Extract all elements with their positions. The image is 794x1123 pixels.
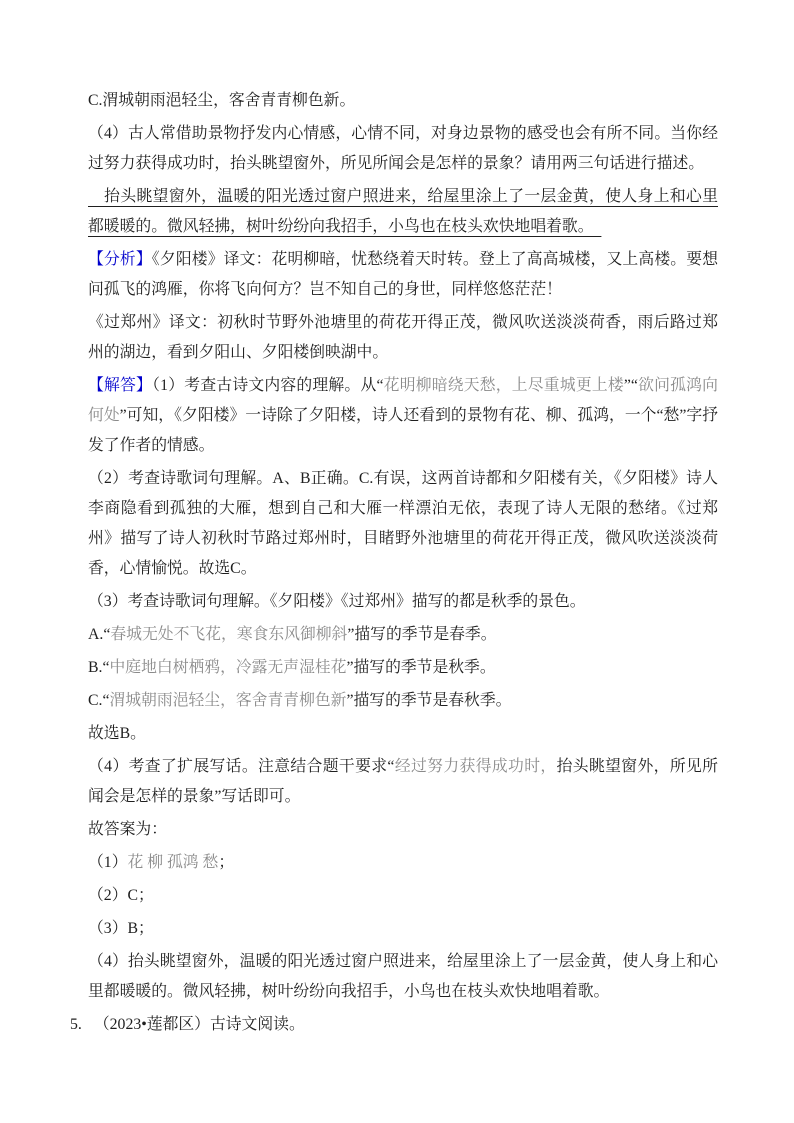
next-question-heading [70,1010,718,1040]
explanation-item-4-post: 抬头眺望窗外，所见所闻会是怎样的景象”写话即可。 [88,758,718,805]
explanation-item-1-pre: （1）考查古诗文内容的理解。从“ [152,377,384,394]
explanation-item-1 [88,371,718,461]
option-b-post: ”描写的季节是秋季。 [346,659,496,676]
final-answer-2-text: （2）C； [88,887,154,904]
final-answer-1 [88,848,718,878]
final-answer-2 [88,881,718,911]
explanation-item-3-option-b [88,653,718,683]
question-4-prompt [88,119,718,179]
analysis-paragraph-2 [88,308,718,368]
explanation-label: 【解答】 [88,377,153,394]
explanation-item-1-post: ”可知，《夕阳楼》一诗除了夕阳楼，诗人还看到的景物有花、柳、孤鸿，一个“愁”字抒发了作者的情感。 [88,407,718,454]
next-question-number: 5. [70,1016,82,1033]
final-answers-label-text: 故答案为： [88,821,167,838]
final-answer-3 [88,914,718,944]
explanation-item-3-conclusion-text: 故选B。 [88,725,146,742]
final-answer-4 [88,947,718,1007]
option-c-text: C.渭城朝雨浥轻尘，客舍青青柳色新。 [88,92,356,109]
option-b-quote: 中庭地白树栖鸦，冷露无声湿桂花 [109,659,347,676]
explanation-item-1-quote-2: 欲问孤鸿向何处 [88,377,718,424]
final-answer-1-end: ； [218,854,235,871]
explanation-item-4-quote: 经过努力获得成功时， [394,758,557,775]
final-answer-3-text: （3）B； [88,920,154,937]
explanation-item-1-quote-1: 花明柳暗绕天愁，上尽重城更上楼 [383,377,624,394]
final-answer-1-value: 花 柳 孤鸿 愁 [127,854,219,871]
explanation-item-3-option-c [88,686,718,716]
option-b-pre: B.“ [88,659,110,676]
explanation-item-3-intro-text: （3）考查诗歌词句理解。《夕阳楼》《过郑州》描写的都是秋季的景色。 [88,593,586,610]
next-question-text: （2023•莲都区）古诗文阅读。 [93,1016,305,1033]
option-a-post: ”描写的季节是春季。 [347,626,497,643]
question-4-student-answer [88,182,718,242]
option-c-pre: C.“ [88,692,110,709]
explanation-item-4 [88,752,718,812]
analysis-text-2: 《过郑州》译文：初秋时节野外池塘里的荷花开得正茂，微风吹送淡淡荷香，雨后路过郑州的湖边，看到夕阳山、夕阳楼倒映湖中。 [88,314,718,361]
explanation-item-3-conclusion [88,719,718,749]
final-answer-1-number: （1） [88,854,128,871]
student-answer-underlined-text: 抬头眺望窗外，温暖的阳光透过窗户照进来，给屋里涂上了一层金黄，使人身上和心里都暖暖的。微风轻拂，树叶纷纷向我招手，小鸟也在枝头欢快地唱着歌。 [88,188,718,235]
explanation-item-1-mid: ”“ [623,377,638,394]
question-4-prompt-text: （4）古人常借助景物抒发内心情感，心情不同，对身边景物的感受也会有所不同。当你经过努力获得成功时，抬头眺望窗外，所见所闻会是怎样的景象？请用两三句话进行描述。 [88,125,718,172]
explanation-item-2 [88,464,718,584]
explanation-item-3-option-a [88,620,718,650]
option-a-quote: 春城无处不飞花，寒食东风御柳斜 [110,626,348,643]
option-c-post: ”描写的季节是春秋季。 [346,692,512,709]
analysis-text-1: 《夕阳楼》译文：花明柳暗，忧愁绕着天时转。登上了高高城楼，又上高楼。要想问孤飞的鸿雁，你将飞向何方？岂不知自己的身世，同样悠悠茫茫！ [88,251,718,298]
option-a-pre: A.“ [88,626,111,643]
final-answer-4-text: （4）抬头眺望窗外，温暖的阳光透过窗户照进来，给屋里涂上了一层金黄，使人身上和心里都暖暖的。微风轻拂，树叶纷纷向我招手，小鸟也在枝头欢快地唱着歌。 [88,953,718,1000]
analysis-paragraph-1 [88,245,718,305]
option-c-quote: 渭城朝雨浥轻尘，客舍青青柳色新 [109,692,347,709]
explanation-item-3-intro [88,587,718,617]
option-c-line [88,86,718,116]
explanation-item-2-text: （2）考查诗歌词句理解。A、B正确。C.有误，这两首诗都和夕阳楼有关，《夕阳楼》诗人李商隐看到孤独的大雁，想到自己和大雁一样漂泊无依，表现了诗人无限的愁绪。《过郑州》描写了诗人初秋时节路过郑州时，目睹野外池塘里的荷花开得正茂，微风吹送淡淡荷香，心情愉悦。故选C。 [88,470,718,577]
document-page [70,86,718,1043]
final-answers-label [88,815,718,845]
analysis-label: 【分析】 [88,251,152,268]
explanation-item-4-pre: （4）考查了扩展写话。注意结合题干要求“ [88,758,395,775]
